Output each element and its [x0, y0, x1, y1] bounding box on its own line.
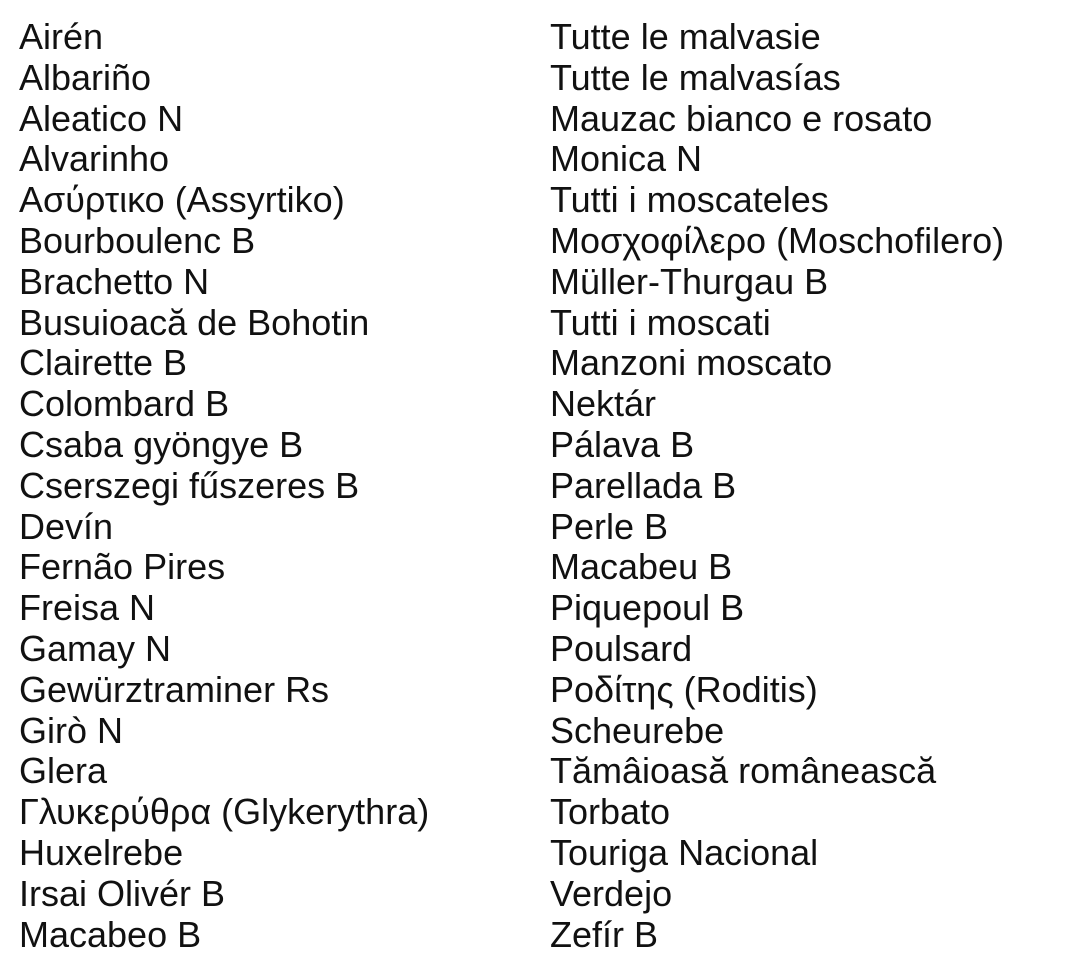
list-item: Busuioacă de Bohotin [19, 301, 370, 343]
list-item: Csaba gyöngye B [19, 423, 304, 465]
list-item: Glera [19, 750, 108, 792]
grape-variety-list-left [19, 17, 429, 955]
list-item: Nektár [550, 383, 657, 425]
list-item: Cserszegi fűszeres B [19, 464, 360, 506]
list-item: Ασύρτικο (Assyrtiko) [19, 179, 345, 221]
list-item: Piquepoul B [550, 587, 745, 629]
list-item: Perle B [550, 505, 669, 547]
grape-variety-list-right [550, 17, 1004, 955]
list-item: Albariño [19, 56, 152, 98]
list-item: Macabeu B [550, 546, 733, 588]
list-item: Ροδίτης (Roditis) [550, 668, 818, 710]
list-item: Macabeo B [19, 913, 202, 955]
list-item: Devín [19, 505, 114, 547]
list-item: Alvarinho [19, 138, 170, 180]
list-item: Γλυκερύθρα (Glykerythra) [19, 791, 430, 833]
list-item: Zefír B [550, 913, 659, 955]
list-item: Huxelrebe [19, 831, 184, 873]
list-item: Monica N [550, 138, 703, 180]
list-item: Müller-Thurgau B [550, 260, 829, 302]
list-item: Poulsard [550, 627, 693, 669]
list-item: Colombard B [19, 383, 230, 425]
list-item: Fernão Pires [19, 546, 226, 588]
list-item: Pálava B [550, 423, 695, 465]
list-item: Tutte le malvasie [550, 16, 821, 57]
list-item: Brachetto N [19, 260, 210, 302]
list-item: Tutti i moscateles [550, 179, 829, 221]
list-item: Irsai Olivér B [19, 872, 226, 914]
list-item: Freisa N [19, 587, 156, 629]
list-item: Gamay N [19, 627, 172, 669]
list-item: Mauzac bianco e rosato [550, 97, 933, 139]
list-item: Touriga Nacional [550, 831, 819, 873]
list-item: Manzoni moscato [550, 342, 833, 384]
list-item: Gewürztraminer Rs [19, 668, 330, 710]
list-item: Tămâioasă românească [550, 750, 937, 792]
list-item: Aleatico N [19, 97, 184, 139]
list-item: Clairette B [19, 342, 188, 384]
list-item: Bourboulenc B [19, 219, 256, 261]
list-item: Tutti i moscati [550, 301, 771, 343]
list-item: Girò N [19, 709, 124, 751]
list-item: Parellada B [550, 464, 737, 506]
list-item: Μοσχοφίλερο (Moschofilero) [550, 219, 1005, 261]
list-item: Airén [19, 16, 104, 57]
list-item: Tutte le malvasías [550, 56, 841, 98]
list-item: Verdejo [550, 872, 673, 914]
list-item: Scheurebe [550, 709, 725, 751]
list-item: Torbato [550, 791, 671, 833]
